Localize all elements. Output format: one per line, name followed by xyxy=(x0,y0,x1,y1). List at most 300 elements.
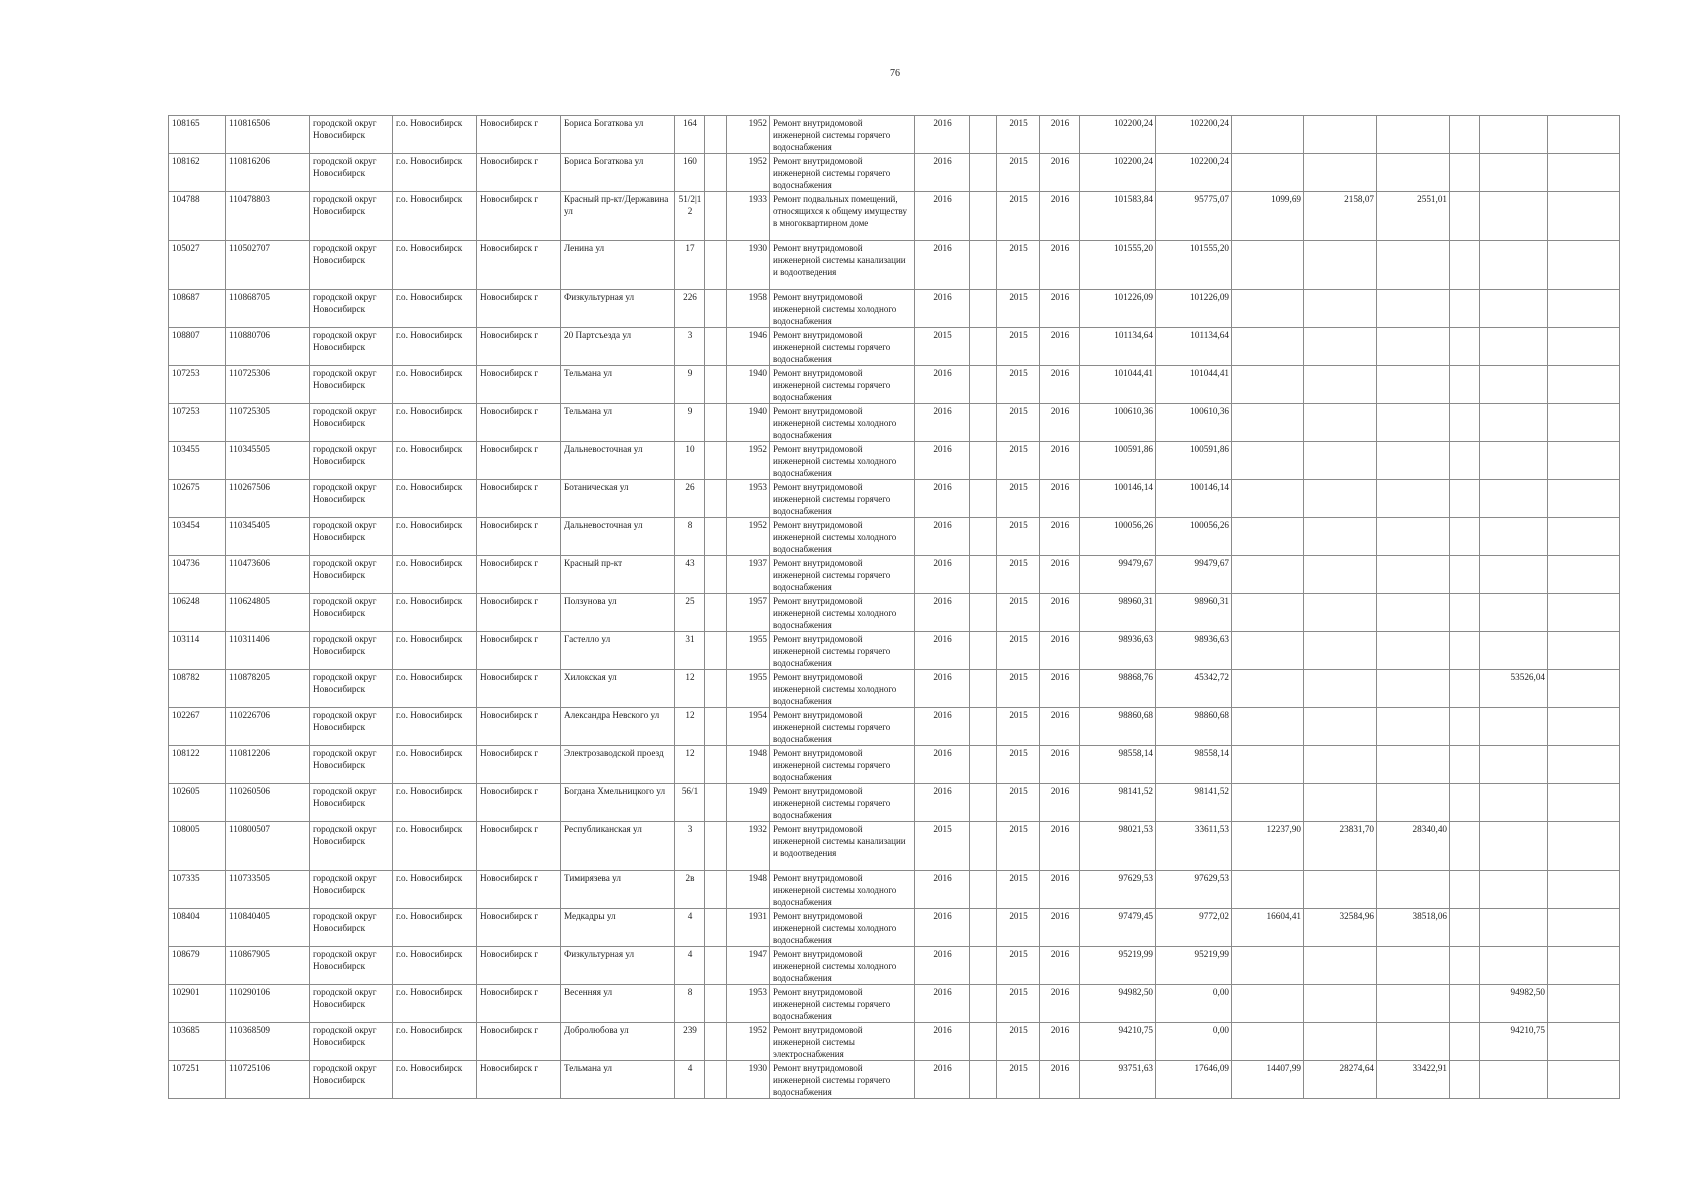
cell-total-cost: 100591,86 xyxy=(1080,442,1156,480)
cell-house-id: 106248 xyxy=(169,594,226,632)
cell-budget-local xyxy=(1377,442,1450,480)
cell-building xyxy=(705,442,727,480)
cell-reserve xyxy=(1548,594,1620,632)
cell-period-start: 2015 xyxy=(997,985,1040,1023)
cell-year-built: 1953 xyxy=(727,480,770,518)
cell-work-type: Ремонт внутридомовой инженерной системы холодного водоснабжения xyxy=(770,871,915,909)
cell-total-cost: 101044,41 xyxy=(1080,366,1156,404)
cell-building xyxy=(705,632,727,670)
cell-owners-funds xyxy=(1480,909,1548,947)
cell-budget-federal xyxy=(1232,947,1304,985)
cell-municipality: городской округ Новосибирск xyxy=(310,632,393,670)
cell-other xyxy=(1450,947,1480,985)
cell-total-cost: 101134,64 xyxy=(1080,328,1156,366)
cell-municipality: городской округ Новосибирск xyxy=(310,784,393,822)
cell-period-start: 2015 xyxy=(997,670,1040,708)
cell-year-built: 1953 xyxy=(727,985,770,1023)
cell-reserve xyxy=(1548,1023,1620,1061)
cell-city-district: г.о. Новосибирск xyxy=(393,909,477,947)
cell-budget-regional xyxy=(1304,116,1377,154)
table-row xyxy=(169,366,1620,404)
cell-budget-federal xyxy=(1232,594,1304,632)
cell-planned-year: 2016 xyxy=(915,947,970,985)
cell-reserve xyxy=(1548,192,1620,241)
cell-period-end: 2016 xyxy=(1040,154,1080,192)
cell-planned-year: 2016 xyxy=(915,746,970,784)
cell-year-built: 1952 xyxy=(727,116,770,154)
cell-object-id: 110473606 xyxy=(226,556,310,594)
cell-city-district: г.о. Новосибирск xyxy=(393,708,477,746)
cell-budget-local xyxy=(1377,290,1450,328)
cell-budget-local xyxy=(1377,116,1450,154)
cell-object-id: 110260506 xyxy=(226,784,310,822)
cell-period-end: 2016 xyxy=(1040,241,1080,290)
cell-house-number: 9 xyxy=(675,366,705,404)
cell-building xyxy=(705,154,727,192)
cell-object-id: 110345505 xyxy=(226,442,310,480)
cell-house-number: 239 xyxy=(675,1023,705,1061)
cell-settlement: Новосибирск г xyxy=(477,154,561,192)
cell-budget-regional xyxy=(1304,708,1377,746)
cell-planned-year: 2016 xyxy=(915,116,970,154)
cell-fund-amount: 101044,41 xyxy=(1156,366,1232,404)
cell-city-district: г.о. Новосибирск xyxy=(393,480,477,518)
cell-reserve xyxy=(1548,784,1620,822)
cell-fund-amount: 97629,53 xyxy=(1156,871,1232,909)
cell-fund-amount: 98960,31 xyxy=(1156,594,1232,632)
cell-planned-year: 2016 xyxy=(915,871,970,909)
cell-reserve xyxy=(1548,746,1620,784)
cell-period-end: 2016 xyxy=(1040,290,1080,328)
table-row xyxy=(169,1023,1620,1061)
cell-fund-amount: 98860,68 xyxy=(1156,708,1232,746)
cell-street: Богдана Хмельницкого ул xyxy=(561,784,675,822)
cell-work-type: Ремонт внутридомовой инженерной системы горячего водоснабжения xyxy=(770,632,915,670)
cell-city-district: г.о. Новосибирск xyxy=(393,116,477,154)
cell-period-start: 2015 xyxy=(997,192,1040,241)
cell-total-cost: 101583,84 xyxy=(1080,192,1156,241)
cell-other xyxy=(1450,366,1480,404)
cell-house-number: 25 xyxy=(675,594,705,632)
cell-extra xyxy=(970,909,997,947)
cell-reserve xyxy=(1548,947,1620,985)
cell-extra xyxy=(970,154,997,192)
cell-other xyxy=(1450,1061,1480,1099)
cell-year-built: 1940 xyxy=(727,404,770,442)
cell-municipality: городской округ Новосибирск xyxy=(310,290,393,328)
cell-fund-amount: 98558,14 xyxy=(1156,746,1232,784)
cell-street: 20 Партсъезда ул xyxy=(561,328,675,366)
cell-budget-local xyxy=(1377,518,1450,556)
cell-extra xyxy=(970,594,997,632)
cell-reserve xyxy=(1548,404,1620,442)
cell-fund-amount: 45342,72 xyxy=(1156,670,1232,708)
cell-budget-federal: 1099,69 xyxy=(1232,192,1304,241)
cell-object-id: 110368509 xyxy=(226,1023,310,1061)
cell-other xyxy=(1450,442,1480,480)
cell-city-district: г.о. Новосибирск xyxy=(393,632,477,670)
cell-budget-regional: 28274,64 xyxy=(1304,1061,1377,1099)
cell-municipality: городской округ Новосибирск xyxy=(310,746,393,784)
cell-house-id: 108404 xyxy=(169,909,226,947)
cell-budget-local xyxy=(1377,985,1450,1023)
cell-period-start: 2015 xyxy=(997,404,1040,442)
cell-planned-year: 2016 xyxy=(915,154,970,192)
cell-building xyxy=(705,116,727,154)
cell-period-end: 2016 xyxy=(1040,632,1080,670)
cell-planned-year: 2016 xyxy=(915,670,970,708)
table-row xyxy=(169,480,1620,518)
cell-planned-year: 2016 xyxy=(915,594,970,632)
cell-object-id: 110226706 xyxy=(226,708,310,746)
cell-fund-amount: 102200,24 xyxy=(1156,116,1232,154)
cell-work-type: Ремонт внутридомовой инженерной системы горячего водоснабжения xyxy=(770,1061,915,1099)
cell-extra xyxy=(970,404,997,442)
cell-budget-federal xyxy=(1232,241,1304,290)
cell-street: Ползунова ул xyxy=(561,594,675,632)
cell-total-cost: 93751,63 xyxy=(1080,1061,1156,1099)
cell-municipality: городской округ Новосибирск xyxy=(310,366,393,404)
cell-street: Красный пр-кт/Державина ул xyxy=(561,192,675,241)
cell-house-number: 10 xyxy=(675,442,705,480)
cell-total-cost: 98021,53 xyxy=(1080,822,1156,871)
cell-period-end: 2016 xyxy=(1040,670,1080,708)
cell-period-start: 2015 xyxy=(997,241,1040,290)
cell-total-cost: 98868,76 xyxy=(1080,670,1156,708)
cell-street: Бориса Богаткова ул xyxy=(561,116,675,154)
cell-street: Тельмана ул xyxy=(561,366,675,404)
cell-settlement: Новосибирск г xyxy=(477,947,561,985)
cell-other xyxy=(1450,192,1480,241)
cell-municipality: городской округ Новосибирск xyxy=(310,871,393,909)
cell-owners-funds xyxy=(1480,594,1548,632)
cell-settlement: Новосибирск г xyxy=(477,556,561,594)
cell-budget-federal xyxy=(1232,746,1304,784)
cell-object-id: 110502707 xyxy=(226,241,310,290)
cell-work-type: Ремонт внутридомовой инженерной системы холодного водоснабжения xyxy=(770,518,915,556)
cell-budget-local xyxy=(1377,746,1450,784)
cell-fund-amount: 98936,63 xyxy=(1156,632,1232,670)
cell-municipality: городской округ Новосибирск xyxy=(310,116,393,154)
cell-planned-year: 2016 xyxy=(915,366,970,404)
cell-year-built: 1937 xyxy=(727,556,770,594)
cell-total-cost: 101555,20 xyxy=(1080,241,1156,290)
cell-work-type: Ремонт внутридомовой инженерной системы горячего водоснабжения xyxy=(770,784,915,822)
cell-fund-amount: 17646,09 xyxy=(1156,1061,1232,1099)
cell-owners-funds xyxy=(1480,290,1548,328)
cell-city-district: г.о. Новосибирск xyxy=(393,518,477,556)
table-row xyxy=(169,871,1620,909)
cell-extra xyxy=(970,1023,997,1061)
cell-fund-amount: 100591,86 xyxy=(1156,442,1232,480)
cell-period-end: 2016 xyxy=(1040,708,1080,746)
cell-budget-regional xyxy=(1304,290,1377,328)
cell-settlement: Новосибирск г xyxy=(477,241,561,290)
cell-budget-local xyxy=(1377,1023,1450,1061)
cell-house-number: 4 xyxy=(675,947,705,985)
cell-settlement: Новосибирск г xyxy=(477,632,561,670)
cell-extra xyxy=(970,822,997,871)
table-row xyxy=(169,594,1620,632)
cell-total-cost: 98141,52 xyxy=(1080,784,1156,822)
page-number: 76 xyxy=(890,68,900,79)
cell-budget-local xyxy=(1377,556,1450,594)
table-row xyxy=(169,154,1620,192)
cell-period-start: 2015 xyxy=(997,290,1040,328)
cell-house-id: 103454 xyxy=(169,518,226,556)
cell-year-built: 1958 xyxy=(727,290,770,328)
cell-other xyxy=(1450,746,1480,784)
cell-settlement: Новосибирск г xyxy=(477,116,561,154)
cell-extra xyxy=(970,670,997,708)
table-row xyxy=(169,192,1620,241)
cell-city-district: г.о. Новосибирск xyxy=(393,442,477,480)
cell-period-start: 2015 xyxy=(997,947,1040,985)
cell-period-start: 2015 xyxy=(997,784,1040,822)
cell-owners-funds xyxy=(1480,154,1548,192)
cell-planned-year: 2016 xyxy=(915,192,970,241)
cell-work-type: Ремонт внутридомовой инженерной системы холодного водоснабжения xyxy=(770,290,915,328)
cell-period-start: 2015 xyxy=(997,556,1040,594)
cell-year-built: 1952 xyxy=(727,154,770,192)
cell-budget-regional xyxy=(1304,442,1377,480)
cell-period-start: 2015 xyxy=(997,480,1040,518)
cell-house-number: 3 xyxy=(675,328,705,366)
cell-extra xyxy=(970,328,997,366)
cell-budget-federal: 12237,90 xyxy=(1232,822,1304,871)
cell-municipality: городской округ Новосибирск xyxy=(310,670,393,708)
cell-period-end: 2016 xyxy=(1040,192,1080,241)
cell-extra xyxy=(970,1061,997,1099)
cell-budget-local xyxy=(1377,871,1450,909)
cell-budget-federal xyxy=(1232,784,1304,822)
cell-work-type: Ремонт внутридомовой инженерной системы горячего водоснабжения xyxy=(770,556,915,594)
cell-house-id: 102901 xyxy=(169,985,226,1023)
cell-fund-amount: 100610,36 xyxy=(1156,404,1232,442)
cell-municipality: городской округ Новосибирск xyxy=(310,1061,393,1099)
cell-extra xyxy=(970,947,997,985)
cell-building xyxy=(705,290,727,328)
cell-budget-federal: 14407,99 xyxy=(1232,1061,1304,1099)
cell-budget-local xyxy=(1377,366,1450,404)
cell-period-start: 2015 xyxy=(997,746,1040,784)
cell-settlement: Новосибирск г xyxy=(477,909,561,947)
cell-city-district: г.о. Новосибирск xyxy=(393,1061,477,1099)
cell-house-number: 26 xyxy=(675,480,705,518)
cell-work-type: Ремонт внутридомовой инженерной системы горячего водоснабжения xyxy=(770,328,915,366)
cell-budget-local xyxy=(1377,241,1450,290)
cell-municipality: городской округ Новосибирск xyxy=(310,480,393,518)
cell-work-type: Ремонт внутридомовой инженерной системы горячего водоснабжения xyxy=(770,366,915,404)
cell-period-start: 2015 xyxy=(997,594,1040,632)
cell-total-cost: 99479,67 xyxy=(1080,556,1156,594)
cell-period-end: 2016 xyxy=(1040,871,1080,909)
cell-budget-federal xyxy=(1232,670,1304,708)
cell-owners-funds: 94982,50 xyxy=(1480,985,1548,1023)
cell-municipality: городской округ Новосибирск xyxy=(310,556,393,594)
cell-owners-funds xyxy=(1480,442,1548,480)
cell-planned-year: 2016 xyxy=(915,518,970,556)
cell-fund-amount: 101134,64 xyxy=(1156,328,1232,366)
cell-settlement: Новосибирск г xyxy=(477,871,561,909)
cell-planned-year: 2016 xyxy=(915,909,970,947)
cell-other xyxy=(1450,594,1480,632)
cell-building xyxy=(705,241,727,290)
cell-house-id: 103455 xyxy=(169,442,226,480)
cell-total-cost: 97629,53 xyxy=(1080,871,1156,909)
cell-street: Физкультурная ул xyxy=(561,947,675,985)
cell-house-number: 12 xyxy=(675,746,705,784)
cell-budget-federal xyxy=(1232,871,1304,909)
cell-house-id: 107335 xyxy=(169,871,226,909)
cell-house-number: 31 xyxy=(675,632,705,670)
cell-period-end: 2016 xyxy=(1040,1061,1080,1099)
cell-budget-local xyxy=(1377,708,1450,746)
cell-planned-year: 2016 xyxy=(915,480,970,518)
cell-fund-amount: 101226,09 xyxy=(1156,290,1232,328)
cell-street: Весенняя ул xyxy=(561,985,675,1023)
cell-budget-regional xyxy=(1304,480,1377,518)
cell-budget-federal xyxy=(1232,404,1304,442)
cell-building xyxy=(705,1023,727,1061)
cell-reserve xyxy=(1548,632,1620,670)
cell-owners-funds: 53526,04 xyxy=(1480,670,1548,708)
cell-budget-local xyxy=(1377,480,1450,518)
cell-period-start: 2015 xyxy=(997,154,1040,192)
cell-year-built: 1932 xyxy=(727,822,770,871)
cell-city-district: г.о. Новосибирск xyxy=(393,1023,477,1061)
cell-work-type: Ремонт внутридомовой инженерной системы холодного водоснабжения xyxy=(770,404,915,442)
cell-building xyxy=(705,985,727,1023)
cell-street: Тимирязева ул xyxy=(561,871,675,909)
cell-city-district: г.о. Новосибирск xyxy=(393,328,477,366)
cell-budget-local xyxy=(1377,154,1450,192)
cell-other xyxy=(1450,480,1480,518)
cell-building xyxy=(705,909,727,947)
cell-settlement: Новосибирск г xyxy=(477,404,561,442)
cell-municipality: городской округ Новосибирск xyxy=(310,947,393,985)
cell-house-number: 17 xyxy=(675,241,705,290)
cell-budget-federal xyxy=(1232,708,1304,746)
cell-work-type: Ремонт внутридомовой инженерной системы горячего водоснабжения xyxy=(770,116,915,154)
cell-fund-amount: 100056,26 xyxy=(1156,518,1232,556)
cell-building xyxy=(705,404,727,442)
cell-fund-amount: 98141,52 xyxy=(1156,784,1232,822)
cell-object-id: 110725106 xyxy=(226,1061,310,1099)
cell-house-id: 108165 xyxy=(169,116,226,154)
cell-work-type: Ремонт внутридомовой инженерной системы электроснабжения xyxy=(770,1023,915,1061)
cell-street: Гастелло ул xyxy=(561,632,675,670)
cell-year-built: 1955 xyxy=(727,670,770,708)
cell-settlement: Новосибирск г xyxy=(477,1061,561,1099)
cell-building xyxy=(705,366,727,404)
repair-registry-table xyxy=(168,115,1620,1099)
cell-house-id: 108122 xyxy=(169,746,226,784)
table-row xyxy=(169,784,1620,822)
cell-budget-federal xyxy=(1232,480,1304,518)
cell-settlement: Новосибирск г xyxy=(477,192,561,241)
cell-other xyxy=(1450,708,1480,746)
cell-total-cost: 98558,14 xyxy=(1080,746,1156,784)
cell-work-type: Ремонт внутридомовой инженерной системы холодного водоснабжения xyxy=(770,947,915,985)
cell-period-end: 2016 xyxy=(1040,784,1080,822)
cell-period-start: 2015 xyxy=(997,1023,1040,1061)
cell-year-built: 1952 xyxy=(727,518,770,556)
cell-object-id: 110478803 xyxy=(226,192,310,241)
cell-owners-funds xyxy=(1480,480,1548,518)
cell-settlement: Новосибирск г xyxy=(477,366,561,404)
cell-extra xyxy=(970,746,997,784)
cell-building xyxy=(705,1061,727,1099)
cell-reserve xyxy=(1548,871,1620,909)
cell-total-cost: 102200,24 xyxy=(1080,116,1156,154)
table-row xyxy=(169,442,1620,480)
cell-planned-year: 2015 xyxy=(915,822,970,871)
cell-owners-funds xyxy=(1480,822,1548,871)
cell-budget-federal xyxy=(1232,985,1304,1023)
cell-city-district: г.о. Новосибирск xyxy=(393,670,477,708)
cell-budget-federal xyxy=(1232,518,1304,556)
cell-other xyxy=(1450,328,1480,366)
cell-municipality: городской округ Новосибирск xyxy=(310,328,393,366)
cell-city-district: г.о. Новосибирск xyxy=(393,404,477,442)
cell-fund-amount: 95219,99 xyxy=(1156,947,1232,985)
cell-object-id: 110868705 xyxy=(226,290,310,328)
cell-object-id: 110840405 xyxy=(226,909,310,947)
cell-settlement: Новосибирск г xyxy=(477,985,561,1023)
cell-street: Физкультурная ул xyxy=(561,290,675,328)
cell-owners-funds xyxy=(1480,708,1548,746)
cell-total-cost: 94210,75 xyxy=(1080,1023,1156,1061)
cell-extra xyxy=(970,871,997,909)
cell-municipality: городской округ Новосибирск xyxy=(310,241,393,290)
cell-other xyxy=(1450,556,1480,594)
cell-budget-local xyxy=(1377,404,1450,442)
cell-city-district: г.о. Новосибирск xyxy=(393,784,477,822)
cell-period-end: 2016 xyxy=(1040,366,1080,404)
cell-settlement: Новосибирск г xyxy=(477,594,561,632)
cell-settlement: Новосибирск г xyxy=(477,290,561,328)
cell-budget-regional: 23831,70 xyxy=(1304,822,1377,871)
cell-reserve xyxy=(1548,708,1620,746)
cell-planned-year: 2016 xyxy=(915,1061,970,1099)
cell-street: Красный пр-кт xyxy=(561,556,675,594)
cell-building xyxy=(705,822,727,871)
cell-house-number: 12 xyxy=(675,670,705,708)
cell-period-end: 2016 xyxy=(1040,947,1080,985)
cell-municipality: городской округ Новосибирск xyxy=(310,192,393,241)
cell-total-cost: 98936,63 xyxy=(1080,632,1156,670)
cell-budget-regional xyxy=(1304,784,1377,822)
cell-house-id: 107253 xyxy=(169,404,226,442)
cell-street: Бориса Богаткова ул xyxy=(561,154,675,192)
cell-settlement: Новосибирск г xyxy=(477,784,561,822)
cell-period-start: 2015 xyxy=(997,366,1040,404)
cell-settlement: Новосибирск г xyxy=(477,708,561,746)
cell-other xyxy=(1450,670,1480,708)
cell-house-id: 104788 xyxy=(169,192,226,241)
cell-period-end: 2016 xyxy=(1040,518,1080,556)
cell-city-district: г.о. Новосибирск xyxy=(393,871,477,909)
cell-fund-amount: 102200,24 xyxy=(1156,154,1232,192)
cell-owners-funds xyxy=(1480,556,1548,594)
cell-reserve xyxy=(1548,480,1620,518)
cell-period-end: 2016 xyxy=(1040,480,1080,518)
cell-period-end: 2016 xyxy=(1040,1023,1080,1061)
cell-owners-funds xyxy=(1480,1061,1548,1099)
cell-fund-amount: 100146,14 xyxy=(1156,480,1232,518)
cell-work-type: Ремонт внутридомовой инженерной системы холодного водоснабжения xyxy=(770,594,915,632)
